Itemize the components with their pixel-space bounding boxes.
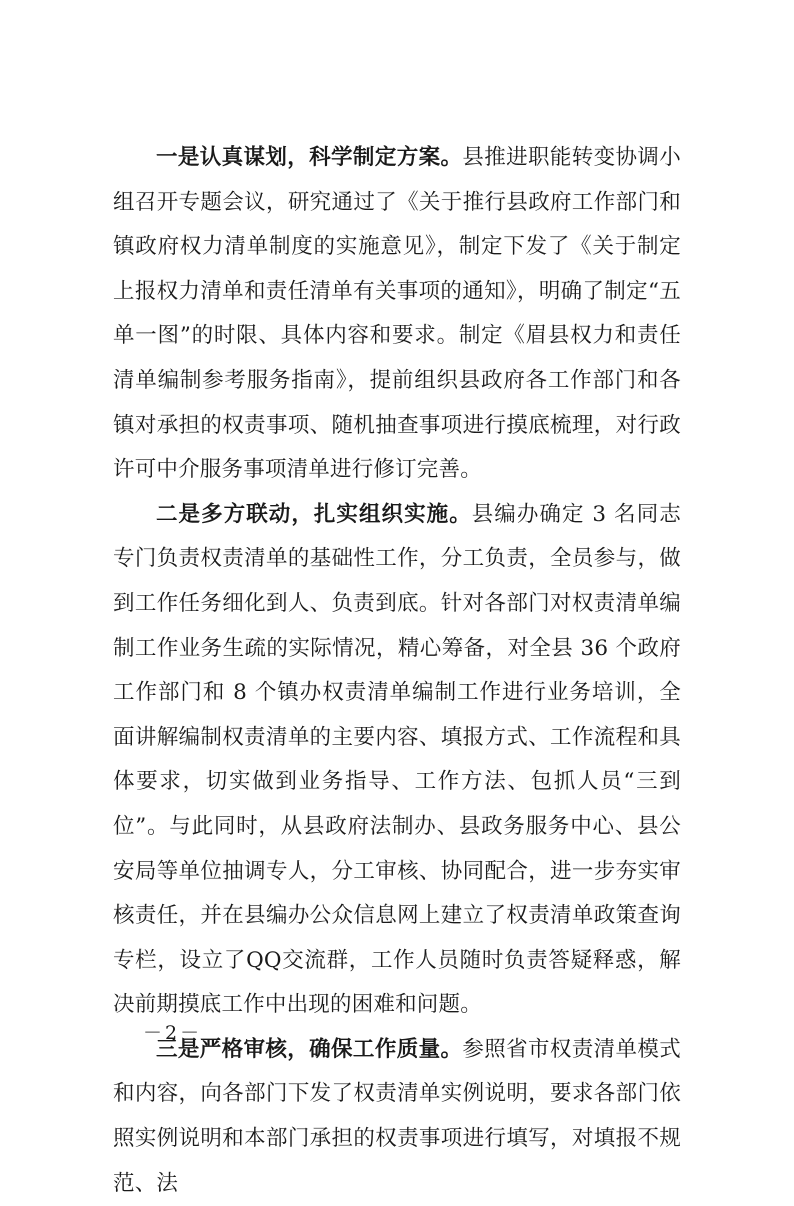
paragraph-2-body: 县编办确定 3 名同志专门负责权责清单的基础性工作，分工负责，全员参与，做到工作任务细化到人、负责到底。针对各部门对权责清单编制工作业务生疏的实际情况，精心筹备，对全县 36 个政府工作部门和 8 个镇办权责清单编制工作进行业务培训，全面讲解编制权责清单的主要内容、填报方式、工作流程和具体要求，切实做到业务指导、工作方法、包抓人员“三到位”。与此同时，从县政府法制办、县政务服务中心、县公安局等单位抽调专人，分工审核、协同配合，进一步夯实审核责任，并在县编办公众信息网上建立了权责清单政策查询专栏，设立了QQ交流群，工作人员随时负责答疑释惑，解决前期摸底工作中出现的困难和问题。 xyxy=(113,501,681,1018)
paragraph-1-lead: 一是认真谋划，科学制定方案。 xyxy=(156,145,463,170)
paragraph-3 xyxy=(113,1028,681,1206)
paragraph-2-lead: 二是多方联动，扎实组织实施。 xyxy=(156,501,472,527)
document-body xyxy=(113,136,681,1206)
page-number: －2－ xyxy=(143,1022,203,1044)
paragraph-1-body: 县推进职能转变协调小组召开专题会议，研究通过了《关于推行县政府工作部门和镇政府权力清单制度的实施意见》，制定下发了《关于制定上报权力清单和责任清单有关事项的通知》，明确了制定“五单一图”的时限、具体内容和要求。制定《眉县权力和责任清单编制参考服务指南》，提前组织县政府各工作部门和各镇对承担的权责事项、随机抽查事项进行摸底梳理，对行政许可中介服务事项清单进行修订完善。 xyxy=(113,145,681,483)
paragraph-1 xyxy=(113,136,681,493)
paragraph-3-body: 参照省市权责清单模式和内容，向各部门下发了权责清单实例说明，要求各部门依照实例说明和本部门承担的权责事项进行填写，对填报不规范、法 xyxy=(113,1036,681,1196)
paragraph-3-lead: 三是严格审核，确保工作质量。 xyxy=(156,1036,463,1062)
paragraph-2 xyxy=(113,493,681,1028)
